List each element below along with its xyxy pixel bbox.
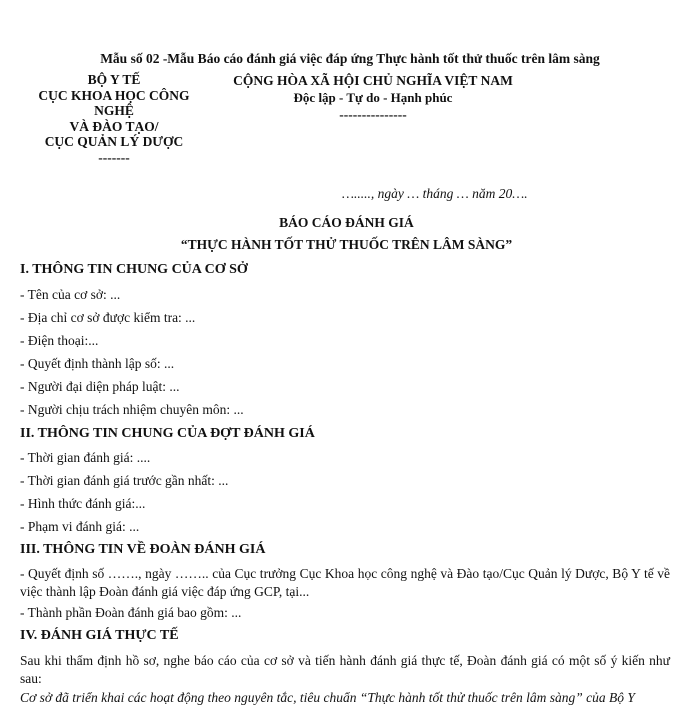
section-1-item: - Quyết định thành lập số: ...: [20, 356, 175, 371]
section-1-item: - Người đại diện pháp luật: ...: [20, 379, 180, 394]
motto-divider: ---------------: [339, 107, 407, 122]
section-1-item: - Địa chỉ cơ sở được kiểm tra: ...: [20, 310, 196, 325]
section-1-heading: I. THÔNG TIN CHUNG CỦA CƠ SỞ: [20, 262, 248, 277]
section-2-item: - Thời gian đánh giá: ....: [20, 450, 151, 465]
section-1-item: - Tên của cơ sở: ...: [20, 287, 121, 302]
date-line: …....., ngày … tháng … năm 20….: [342, 186, 528, 201]
country-name: CỘNG HÒA XÃ HỘI CHỦ NGHĨA VIỆT NAM: [233, 73, 513, 88]
section-2-item: - Thời gian đánh giá trước gần nhất: ...: [20, 473, 229, 488]
section-4-paragraph: Sau khi thẩm định hồ sơ, nghe báo cáo của cơ sở và tiến hành đánh giá thực tế, Đoàn đánh giá có một số ý kiến như sau:: [20, 653, 670, 686]
section-3-heading: III. THÔNG TIN VỀ ĐOÀN ĐÁNH GIÁ: [20, 542, 266, 557]
national-header-block: [218, 72, 528, 123]
agency-line-4: CỤC QUẢN LÝ DƯỢC: [44, 134, 184, 149]
national-motto: Độc lập - Tự do - Hạnh phúc: [293, 90, 453, 105]
issuing-agency-block: [24, 72, 204, 165]
agency-line-2: CỤC KHOA HỌC CÔNG NGHỆ: [38, 87, 190, 118]
agency-line-1: BỘ Y TẾ: [87, 72, 141, 87]
report-title: BÁO CÁO ĐÁNH GIÁ: [279, 215, 414, 230]
section-2-item: - Phạm vi đánh giá: ...: [20, 519, 140, 534]
agency-divider: -------: [98, 149, 130, 165]
section-2-heading: II. THÔNG TIN CHUNG CỦA ĐỢT ĐÁNH GIÁ: [20, 426, 315, 441]
section-2-item: - Hình thức đánh giá:...: [20, 496, 146, 511]
section-4-heading: IV. ĐÁNH GIÁ THỰC TẾ: [20, 628, 179, 643]
agency-line-3: VÀ ĐÀO TẠO/: [69, 118, 159, 134]
report-subtitle: “THỰC HÀNH TỐT THỬ THUỐC TRÊN LÂM SÀNG”: [180, 237, 513, 252]
section-4-cut-line: Cơ sở đã triển khai các hoạt động theo nguyên tắc, tiêu chuẩn “Thực hành tốt thử thuốc trên lâm sàng” của Bộ Y: [20, 690, 635, 705]
section-1-item: - Điện thoại:...: [20, 333, 99, 348]
section-3-paragraph: - Quyết định số ……., ngày …….. của Cục trưởng Cục Khoa học công nghệ và Đào tạo/Cục Quản lý Dược, Bộ Y tế về việc thành lập Đoàn đánh giá việc đáp ứng GCP, tại...: [20, 566, 670, 599]
form-title: Mẫu số 02 -Mẫu Báo cáo đánh giá việc đáp ứng Thực hành tốt thử thuốc trên lâm sàng: [100, 51, 600, 66]
section-3-item: - Thành phần Đoàn đánh giá bao gồm: ...: [20, 605, 242, 620]
section-1-item: - Người chịu trách nhiệm chuyên môn: ...: [20, 402, 244, 417]
